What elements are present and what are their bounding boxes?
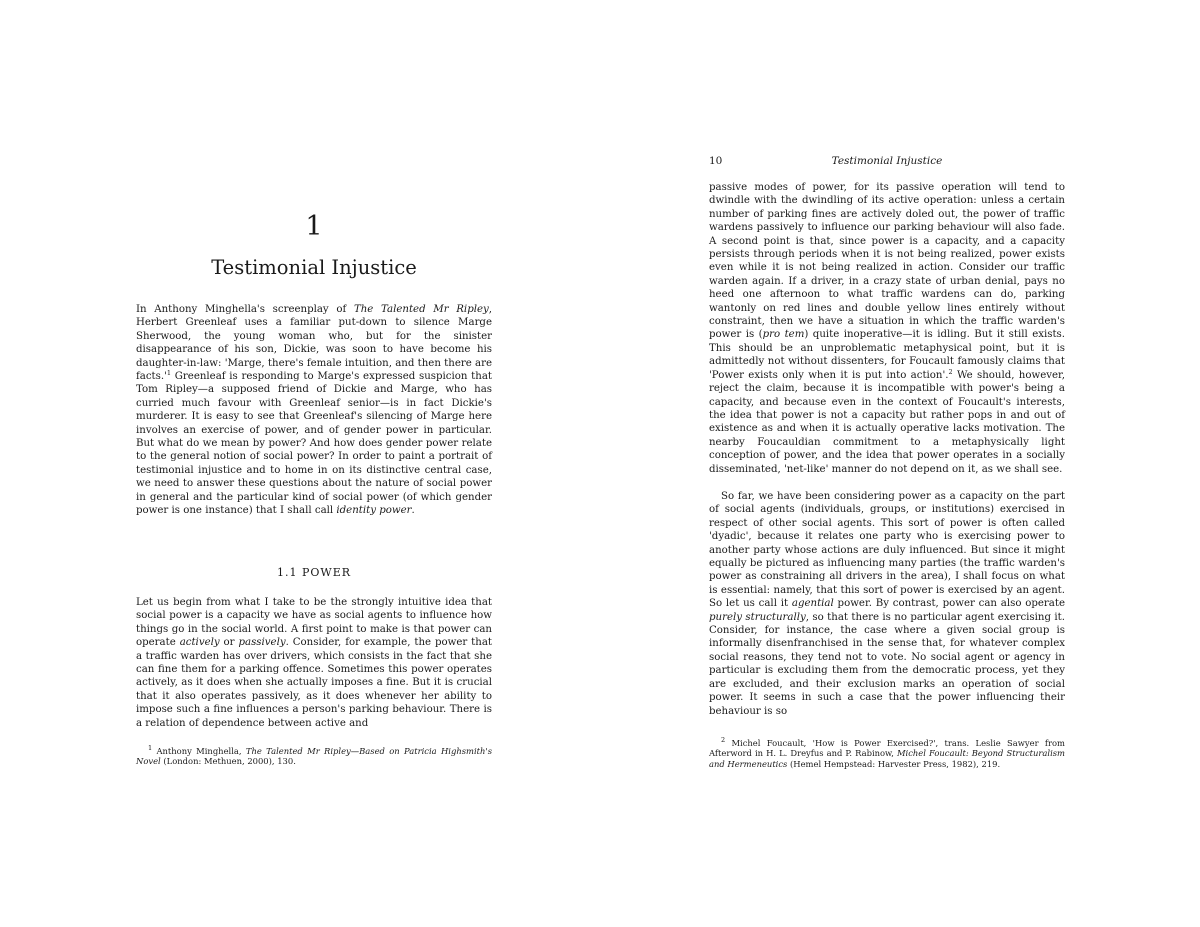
section-heading: 1.1 POWER — [276, 566, 352, 579]
chapter-title: Testimonial Injustice — [211, 256, 417, 279]
body-text: ) quite inoperative—it is idling. But it still exists. This should be an unproblematic metaphysical point, but it is admittedly not without dissenters, for Foucault famously claims that 'Power exists only when it is put into action'. — [709, 329, 1066, 381]
body-text: power. By contrast, power can also operate — [833, 598, 1065, 610]
film-title: The Talented Mr Ripley — [353, 304, 489, 315]
chapter-number: 1 — [305, 211, 323, 242]
emphasis: agential — [791, 598, 834, 610]
emphasis: purely structurally — [709, 611, 806, 623]
body-text: Let us begin from what I take to be the strongly intuitive idea that social power is a capacity we have as social agents to influence how things go in the social world. A first point to make is that power can operate — [136, 597, 492, 649]
body-text: . Consider, for example, the power that a traffic warden has over drivers, which consists in the fact that she can fine them for a parking offence. Sometimes this power operates actively, as it does when she actually imposes a fine. But it is crucial that it also operates passively, as it does whenever her ability to impose such a fine influences a person's parking behaviour. There is a relation of dependence between active and — [136, 637, 492, 729]
footnote-1 — [136, 746, 492, 767]
body-text: , so that there is no particular agent exercising it. Consider, for instance, the case where a given social group is informally disenfranchised in the sense that, for whatever complex social reasons, they tend not to vote. No social agent or agency in particular is excluding them from the democratic process, yet they are excluded, and their exclusion marks an operation of social power. It seems in such a case that the power influencing their behaviour is so — [709, 611, 1066, 717]
intro-text: In Anthony Minghella's screenplay of — [136, 304, 354, 315]
footnote-title: The Talented Mr Ripley—Based on Patricia Highsmith's Novel — [136, 746, 493, 767]
intro-text: , Herbert Greenleaf uses a familiar put-down to silence Marge Sherwood, the young woman who, but for the sinister disappearance of his son, Dickie, was soon to have become his daughter-in-law: 'Marge, there's female intuition, and then there are facts.' — [136, 304, 493, 383]
footnote-marker[interactable]: 1 — [166, 369, 172, 378]
footnote-marker[interactable]: 2 — [948, 367, 953, 376]
key-term: identity power — [336, 505, 412, 517]
running-head-title: Testimonial Injustice — [831, 155, 943, 167]
intro-text: Greenleaf is responding to Marge's expressed suspicion that Tom Ripley—a supposed friend of Dickie and Marge, who has curried much favour with Greenleaf senior—is in fact Dickie's murderer. It is easy to see that Greenleaf's silencing of Marge here involves an exercise of power, and of gender power in particular. But what do we mean by power? And how does gender power relate to the general notion of social power? In order to paint a portrait of testimonial injustice and to home in on its distinctive central case, we need to answer these questions about the nature of social power in general and the particular kind of social power (of which gender power is one instance) that I shall call — [136, 371, 492, 517]
footnote-text: Anthony Minghella, — [152, 746, 246, 756]
right-page — [709, 0, 1065, 927]
footnote-number: 1 — [148, 744, 153, 752]
intro-text: . — [411, 505, 415, 517]
footnote-2 — [709, 738, 1065, 769]
body-text: So far, we have been considering power as a capacity on the part of social agents (individuals, groups, or institutions) exercised in respect of other social agents. This sort of power is often called 'dyadic', because it relates one party who is exercising power to another party whose actions are duly influenced. But since it might equally be pictured as influencing many parties (the traffic warden's power as constraining all drivers in the area), I shall focus on what is essential: namely, that this sort of power is exercised by an agent. So let us call it — [709, 491, 1065, 610]
body-text: or — [219, 637, 239, 649]
intro-paragraph — [136, 303, 492, 518]
body-text: passive modes of power, for its passive operation will tend to dwindle with the dwindling of its active operation: unless a certain number of parking fines are actively doled out, the power of traffic wardens passively to influence our parking behaviour will also fade. A second point is that, since power is a capacity, and a capacity persists through periods when it is not being realized, power exists even while it is not being realized in action. Consider our traffic warden again. If a driver, in a crazy state of urban denial, pays no heed one afternoon to what traffic wardens can do, parking wantonly on red lines and double yellow lines entirely without constraint, then we have a situation in which the traffic warden's power is ( — [709, 182, 1065, 341]
footnote-text: (Hemel Hempstead: Harvester Press, 1982), 219. — [787, 758, 1001, 769]
footnote-number: 2 — [721, 736, 726, 744]
running-header — [709, 155, 1065, 169]
emphasis: actively — [179, 637, 220, 649]
footnote-title: Michel Foucault: Beyond Structuralism and Hermeneutics — [709, 748, 1066, 769]
emphasis: pro tem — [762, 329, 805, 341]
body-paragraph-2 — [709, 490, 1065, 718]
body-text: We should, however, reject the claim, because it is incompatible with power's being a capacity, and because even in the context of Foucault's interests, the idea that power is not a capacity but rather pops in and out of existence as and when it is actually operative lacks motivation. The nearby Foucauldian commitment to a metaphysically light conception of power, and the idea that power operates in a socially disseminated, 'net-like' manner do not depend on it, as we shall see. — [709, 369, 1065, 475]
left-page — [136, 0, 492, 927]
footnote-text: (London: Methuen, 2000), 130. — [160, 756, 296, 767]
emphasis: passively — [238, 637, 286, 649]
footnote-text: Michel Foucault, 'How is Power Exercised?', trans. Leslie Sawyer from Afterword in H. L. Dreyfus and P. Rabinow, — [709, 738, 1065, 759]
body-paragraph-1 — [709, 181, 1065, 476]
page-number: 10 — [709, 155, 723, 167]
section-paragraph — [136, 596, 492, 730]
